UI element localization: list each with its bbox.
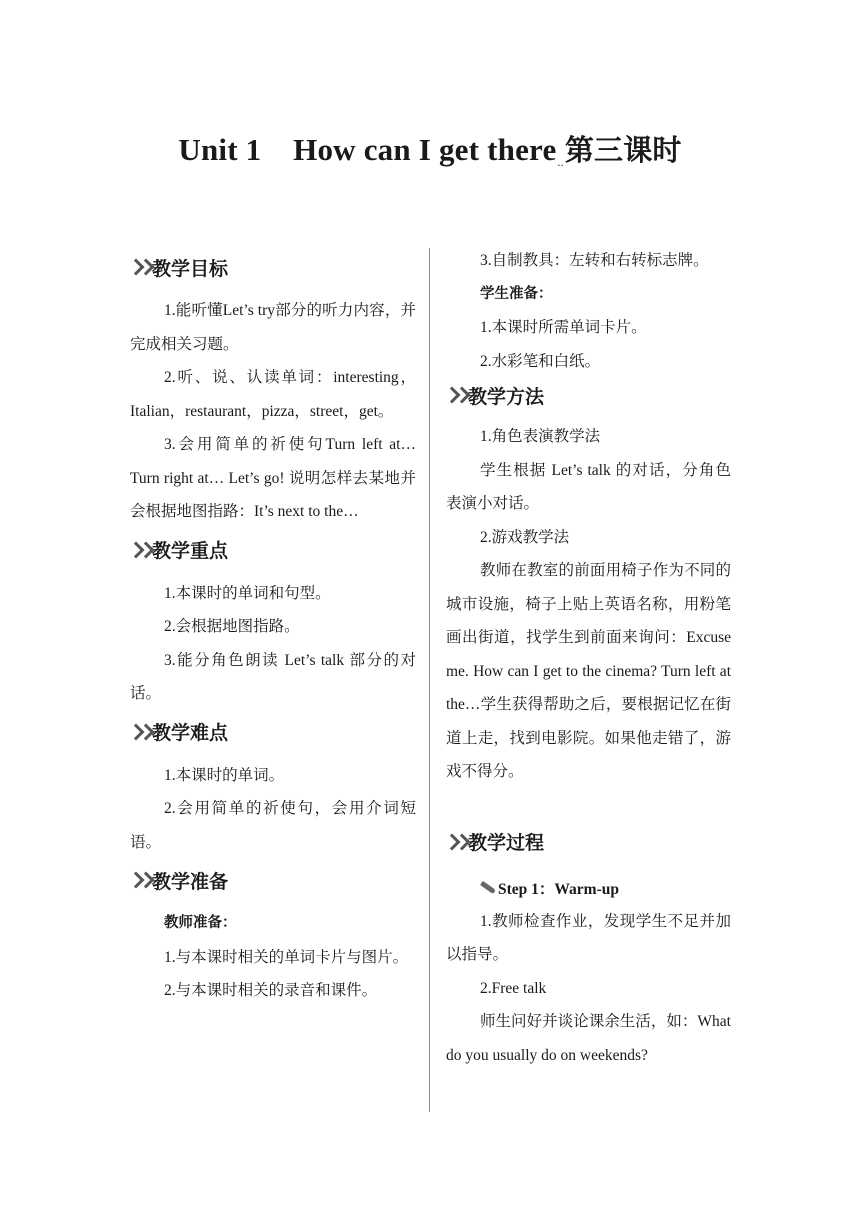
key-point-1: 1.本课时的单词和句型。 — [164, 584, 331, 602]
difficulty-1: 1.本课时的单词。 — [164, 766, 285, 784]
pencil-icon — [480, 881, 496, 894]
page-title — [0, 128, 860, 170]
double-chevron-icon — [130, 261, 150, 273]
title-english: Unit 1 How can I get there — [178, 132, 557, 167]
section-heading-preparation: 教学准备 — [130, 863, 416, 897]
method-2-desc: 教师在教室的前面用椅子作为不同的城市设施，椅子上贴上英语名称，用粉笔画出街道，找学生到前面来询问：Excuse me. How can I get to the cinema? Turn left at the…学生获得帮助之后，要根据记忆在街道上走，找到电影院。如果他走错了，游戏不得分。 — [446, 562, 731, 780]
goal-1: 1.能听懂Let’s try部分的听力内容，并完成相关习题。 — [130, 302, 416, 353]
double-chevron-icon — [446, 836, 466, 848]
right-column — [446, 244, 731, 1072]
key-point-2: 2.会根据地图指路。 — [164, 618, 300, 635]
student-prep-label: 学生准备： — [480, 285, 553, 302]
section-heading-difficulties: 教学难点 — [130, 715, 416, 749]
method-1: 1.角色表演教学法 — [480, 428, 601, 445]
student-prep-2: 2.水彩笔和白纸。 — [480, 352, 601, 370]
column-divider — [429, 248, 430, 1112]
step-1-item-1: 1.教师检查作业，发现学生不足并加以指导。 — [446, 912, 731, 963]
title-dots: .. — [557, 155, 564, 169]
step-1-heading: Step 1：Warm-up — [446, 871, 731, 905]
double-chevron-icon — [446, 389, 466, 401]
section-heading-methods: 教学方法 — [446, 378, 731, 412]
double-chevron-icon — [130, 544, 150, 556]
title-chinese: 第三课时 — [564, 133, 682, 167]
section-heading-goals: 教学目标 — [130, 250, 416, 284]
step-1-item-2-desc: 师生问好并谈论课余生活，如：What do you usually do on weekends? — [446, 1013, 731, 1064]
method-1-desc: 学生根据 Let’s talk 的对话，分角色表演小对话。 — [446, 461, 731, 512]
prep-item-2: 2.与本课时相关的录音和课件。 — [164, 982, 378, 999]
left-column — [130, 250, 416, 1008]
goal-2: 2.听、说、认读单词：interesting，Italian，restaurant，pizza，street，get。 — [130, 369, 416, 420]
teacher-prep-label: 教师准备： — [164, 915, 237, 931]
section-heading-process: 教学过程 — [446, 825, 731, 859]
double-chevron-icon — [130, 726, 150, 738]
method-2: 2.游戏教学法 — [480, 528, 570, 546]
prep-item-3: 3.自制教具：左转和右转标志牌。 — [480, 252, 709, 269]
goal-3: 3.会用简单的祈使句Turn left at… Turn right at… Let’s go! 说明怎样去某地并会根据地图指路：It’s next to the… — [130, 436, 416, 520]
student-prep-1: 1.本课时所需单词卡片。 — [480, 319, 647, 336]
difficulty-2: 2.会用简单的祈使句，会用介词短语。 — [130, 800, 416, 851]
step-1-item-2: 2.Free talk — [480, 979, 547, 997]
section-heading-key-points: 教学重点 — [130, 533, 416, 567]
prep-item-1: 1.与本课时相关的单词卡片与图片。 — [164, 948, 409, 966]
key-point-3: 3.能分角色朗读 Let’s talk 部分的对话。 — [130, 651, 416, 702]
double-chevron-icon — [130, 874, 150, 886]
